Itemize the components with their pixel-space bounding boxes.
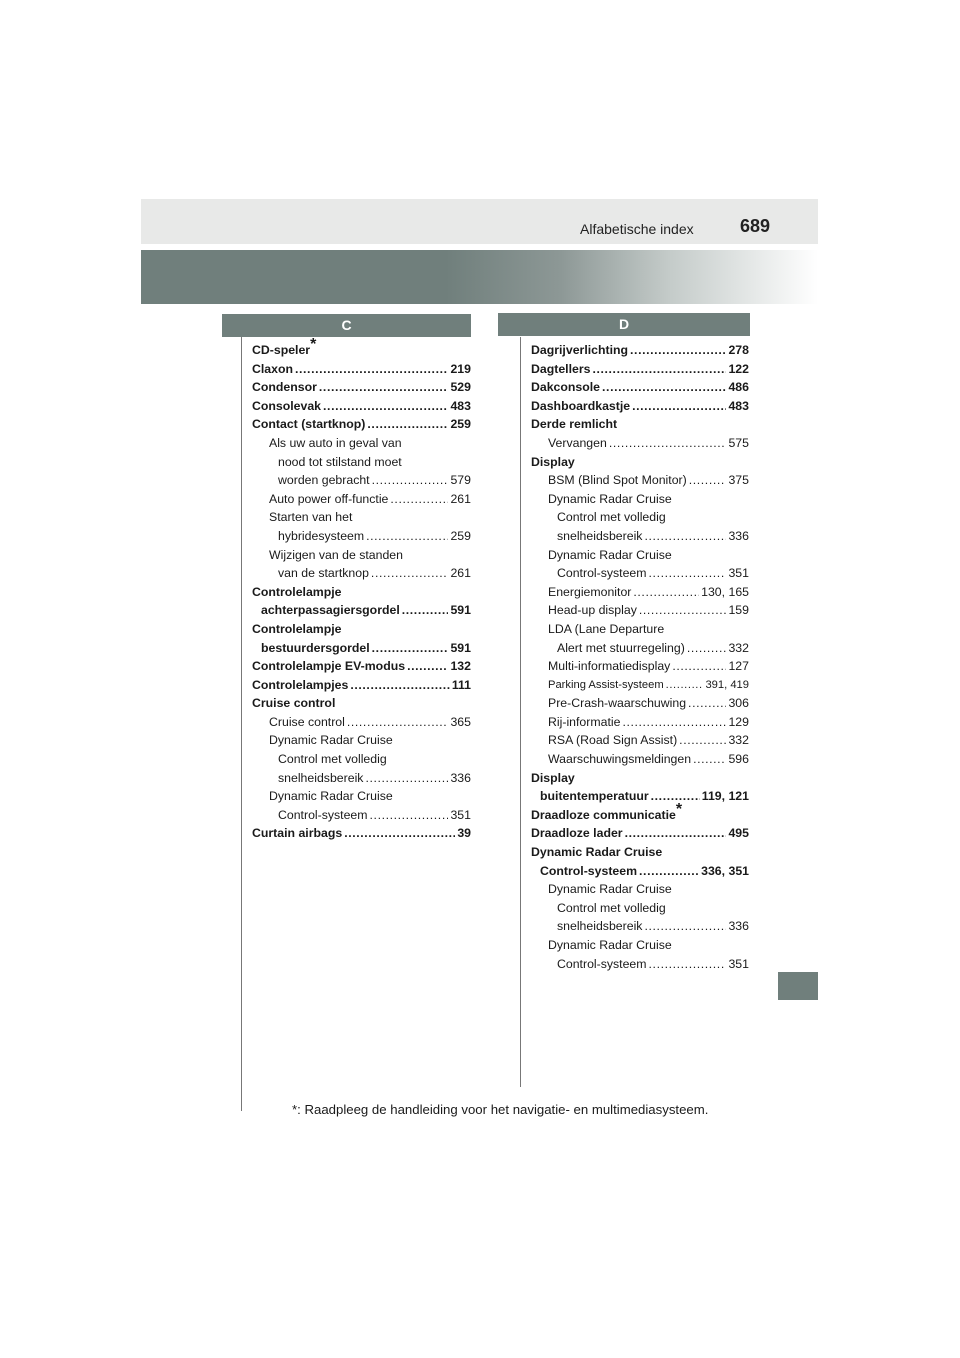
- entry-page: 351: [728, 566, 749, 581]
- entry-page: 306: [728, 696, 749, 711]
- index-entry: [252, 360, 471, 379]
- entry-text: buitentemperatuur: [540, 789, 649, 804]
- index-entry: [531, 527, 749, 546]
- index-column-d: [531, 341, 749, 973]
- entry-page: 336: [450, 770, 471, 785]
- index-column-c: [252, 336, 471, 843]
- entry-text: Dakconsole: [531, 380, 601, 395]
- entry-text: Control met volledig: [557, 900, 666, 915]
- entry-text: Claxon: [252, 361, 293, 376]
- entry-text: van de startknop: [278, 566, 369, 581]
- index-entry: [531, 899, 749, 918]
- entry-text: worden gebracht: [278, 473, 370, 488]
- index-entry: [252, 824, 471, 843]
- index-entry: [531, 750, 749, 769]
- entry-text: Controlelampje: [252, 584, 342, 599]
- entry-page: 130, 165: [701, 584, 749, 599]
- index-entry: [531, 862, 749, 881]
- index-entry: [531, 713, 749, 732]
- entry-text: snelheidsbereik: [278, 770, 364, 785]
- index-entry: [252, 731, 471, 750]
- index-entry: [252, 713, 471, 732]
- entry-page: 391, 419: [705, 678, 749, 691]
- section-header-c: C: [222, 314, 471, 337]
- entry-text: BSM (Blind Spot Monitor): [548, 473, 687, 488]
- index-entry: [531, 397, 749, 416]
- entry-text: Dagrijverlichting: [531, 343, 629, 357]
- entry-page: 591: [450, 603, 471, 618]
- entry-text: Control-systeem: [540, 863, 638, 878]
- index-entry: [252, 769, 471, 788]
- index-entry: [531, 490, 749, 509]
- entry-page: 351: [450, 807, 471, 822]
- index-entry: [531, 676, 749, 695]
- entry-text: Control met volledig: [278, 752, 387, 767]
- index-entry: [252, 639, 471, 658]
- entry-text: Pre-Crash-waarschuwing: [548, 696, 687, 711]
- entry-page: 122: [728, 361, 749, 376]
- entry-text: Vervangen: [548, 435, 607, 450]
- entry-text: Auto power off-functie: [269, 491, 389, 506]
- entry-page: 259: [450, 417, 471, 432]
- index-entry: [531, 694, 749, 713]
- entry-text: Control met volledig: [557, 510, 666, 525]
- entry-text: Contact (startknop): [252, 417, 366, 432]
- index-entry: [252, 694, 471, 713]
- index-entry: [531, 800, 749, 825]
- entry-page: 111: [451, 677, 471, 692]
- index-entry: [531, 824, 749, 843]
- index-entry: [531, 880, 749, 899]
- index-entry: [252, 657, 471, 676]
- column-divider-left: [241, 337, 242, 1111]
- entry-text: Dynamic Radar Cruise: [269, 733, 393, 748]
- entry-page: 127: [728, 659, 749, 674]
- index-entry: [531, 564, 749, 583]
- entry-text: Energiemonitor: [548, 584, 632, 599]
- entry-text: Control-systeem: [557, 956, 647, 971]
- entry-text: Control-systeem: [557, 566, 647, 581]
- index-entry: [252, 546, 471, 565]
- entry-page: 159: [728, 603, 749, 618]
- index-entry: [531, 657, 749, 676]
- entry-text: Display: [531, 770, 575, 785]
- index-entry: [531, 415, 749, 434]
- entry-page: 596: [728, 752, 749, 767]
- entry-page: 336: [728, 528, 749, 543]
- header-bar: [141, 199, 818, 244]
- index-entry: [531, 769, 749, 788]
- entry-page: 119, 121: [701, 789, 749, 804]
- index-entry: [531, 620, 749, 639]
- entry-text: Rij-informatie: [548, 714, 621, 729]
- entry-text: CD-speler: [252, 343, 311, 357]
- side-thumb-tab: [778, 972, 818, 1000]
- entry-page: 365: [450, 714, 471, 729]
- index-entry: [531, 453, 749, 472]
- entry-page: 575: [728, 435, 749, 450]
- entry-page: 39: [457, 826, 471, 841]
- entry-text: Dagtellers: [531, 361, 591, 376]
- entry-page: 132: [450, 659, 471, 674]
- entry-text: Dynamic Radar Cruise: [548, 882, 672, 897]
- entry-page: 579: [450, 473, 471, 488]
- index-entry: [252, 397, 471, 416]
- entry-text: nood tot stilstand moet: [278, 454, 402, 469]
- entry-page: 278: [728, 343, 749, 357]
- index-entry: [252, 583, 471, 602]
- entry-text: Draadloze communicatie: [531, 807, 676, 822]
- entry-text: Dashboardkastje: [531, 398, 631, 413]
- index-entry: [252, 676, 471, 695]
- section-header-d: D: [498, 313, 750, 336]
- index-entry: [252, 564, 471, 583]
- index-entry: [252, 508, 471, 527]
- index-entry: [531, 583, 749, 602]
- footnote: *: Raadpleeg de handleiding voor het navigatie- en multimediasysteem.: [292, 1102, 709, 1117]
- index-entry: [252, 620, 471, 639]
- entry-text: Derde remlicht: [531, 417, 618, 432]
- column-divider-right: [520, 337, 521, 1087]
- index-entry: [252, 806, 471, 825]
- entry-text: achterpassagiersgordel: [261, 603, 400, 618]
- entry-text: Dynamic Radar Cruise: [548, 938, 672, 952]
- entry-page: 259: [450, 528, 471, 543]
- index-entry: [252, 453, 471, 472]
- index-entry: [531, 731, 749, 750]
- entry-page: 529: [450, 380, 471, 395]
- index-entry: [531, 471, 749, 490]
- index-entry: [531, 936, 749, 955]
- entry-text: Dynamic Radar Cruise: [531, 845, 663, 860]
- index-entry: [531, 434, 749, 453]
- index-entry: [531, 508, 749, 527]
- entry-page: 483: [450, 398, 471, 413]
- page-number: 689: [740, 216, 771, 236]
- footnote-star: *: [310, 336, 317, 353]
- entry-page: 219: [450, 361, 471, 376]
- index-entry: [252, 434, 471, 453]
- entry-text: hybridesysteem: [278, 528, 365, 543]
- entry-text: Head-up display: [548, 603, 637, 618]
- index-entry: [531, 601, 749, 620]
- index-entry: [252, 601, 471, 620]
- entry-text: Dynamic Radar Cruise: [548, 547, 672, 562]
- entry-text: Controlelampje: [252, 621, 342, 636]
- index-entry: [531, 341, 749, 360]
- header-title: Alfabetische index: [580, 221, 694, 237]
- index-entry: [252, 787, 471, 806]
- index-entry: [531, 546, 749, 565]
- entry-text: RSA (Road Sign Assist): [548, 733, 678, 748]
- index-entry: [531, 360, 749, 379]
- index-entry: [252, 415, 471, 434]
- entry-text: Consolevak: [252, 398, 322, 413]
- entry-text: Wijzigen van de standen: [269, 547, 403, 562]
- entry-text: LDA (Lane Departure: [548, 621, 665, 636]
- entry-text: Parking Assist-systeem: [548, 678, 664, 691]
- index-entry: [252, 527, 471, 546]
- entry-text: Curtain airbags: [252, 826, 343, 841]
- entry-text: Control-systeem: [278, 807, 368, 822]
- entry-page: 336: [728, 919, 749, 934]
- index-entry: [531, 378, 749, 397]
- entry-page: 129: [728, 714, 749, 729]
- entry-page: 483: [728, 398, 749, 413]
- entry-page: 375: [728, 473, 749, 488]
- entry-text: Controlelampjes: [252, 677, 349, 692]
- entry-text: Condensor: [252, 380, 317, 395]
- entry-text: Starten van het: [269, 510, 353, 525]
- entry-page: 351: [728, 956, 749, 971]
- entry-text: Alert met stuurregeling): [557, 640, 685, 655]
- entry-page: 261: [450, 566, 471, 581]
- index-entry: [252, 490, 471, 509]
- header-band: [141, 250, 818, 304]
- entry-text: Draadloze lader: [531, 826, 623, 841]
- entry-text: Waarschuwingsmeldingen: [548, 752, 692, 767]
- entry-page: 261: [450, 491, 471, 506]
- entry-text: Multi-informatiedisplay: [548, 659, 671, 674]
- entry-page: 332: [728, 733, 749, 748]
- index-entry: [531, 955, 749, 974]
- index-entry: [252, 336, 471, 360]
- entry-page: 336, 351: [701, 863, 749, 878]
- entry-page: 495: [728, 826, 749, 841]
- entry-page: 486: [728, 380, 749, 395]
- index-entry: [531, 843, 749, 862]
- entry-text: snelheidsbereik: [557, 919, 643, 934]
- entry-text: Dynamic Radar Cruise: [548, 491, 672, 506]
- footnote-star: *: [675, 800, 683, 818]
- entry-text: Dynamic Radar Cruise: [269, 789, 393, 804]
- index-entry: [531, 787, 749, 806]
- index-entry: [531, 917, 749, 936]
- entry-page: 332: [728, 640, 749, 655]
- entry-text: Cruise control: [252, 696, 336, 711]
- entry-text: Display: [531, 454, 575, 469]
- entry-page: 591: [450, 640, 471, 655]
- index-entry: [252, 471, 471, 490]
- entry-text: Controlelampje EV-modus: [252, 659, 406, 674]
- entry-text: Cruise control: [269, 714, 345, 729]
- entry-text: bestuurdersgordel: [261, 640, 370, 655]
- entry-text: Als uw auto in geval van: [269, 435, 402, 450]
- index-entry: [252, 750, 471, 769]
- index-entry: [531, 639, 749, 658]
- index-entry: [252, 378, 471, 397]
- entry-text: snelheidsbereik: [557, 528, 643, 543]
